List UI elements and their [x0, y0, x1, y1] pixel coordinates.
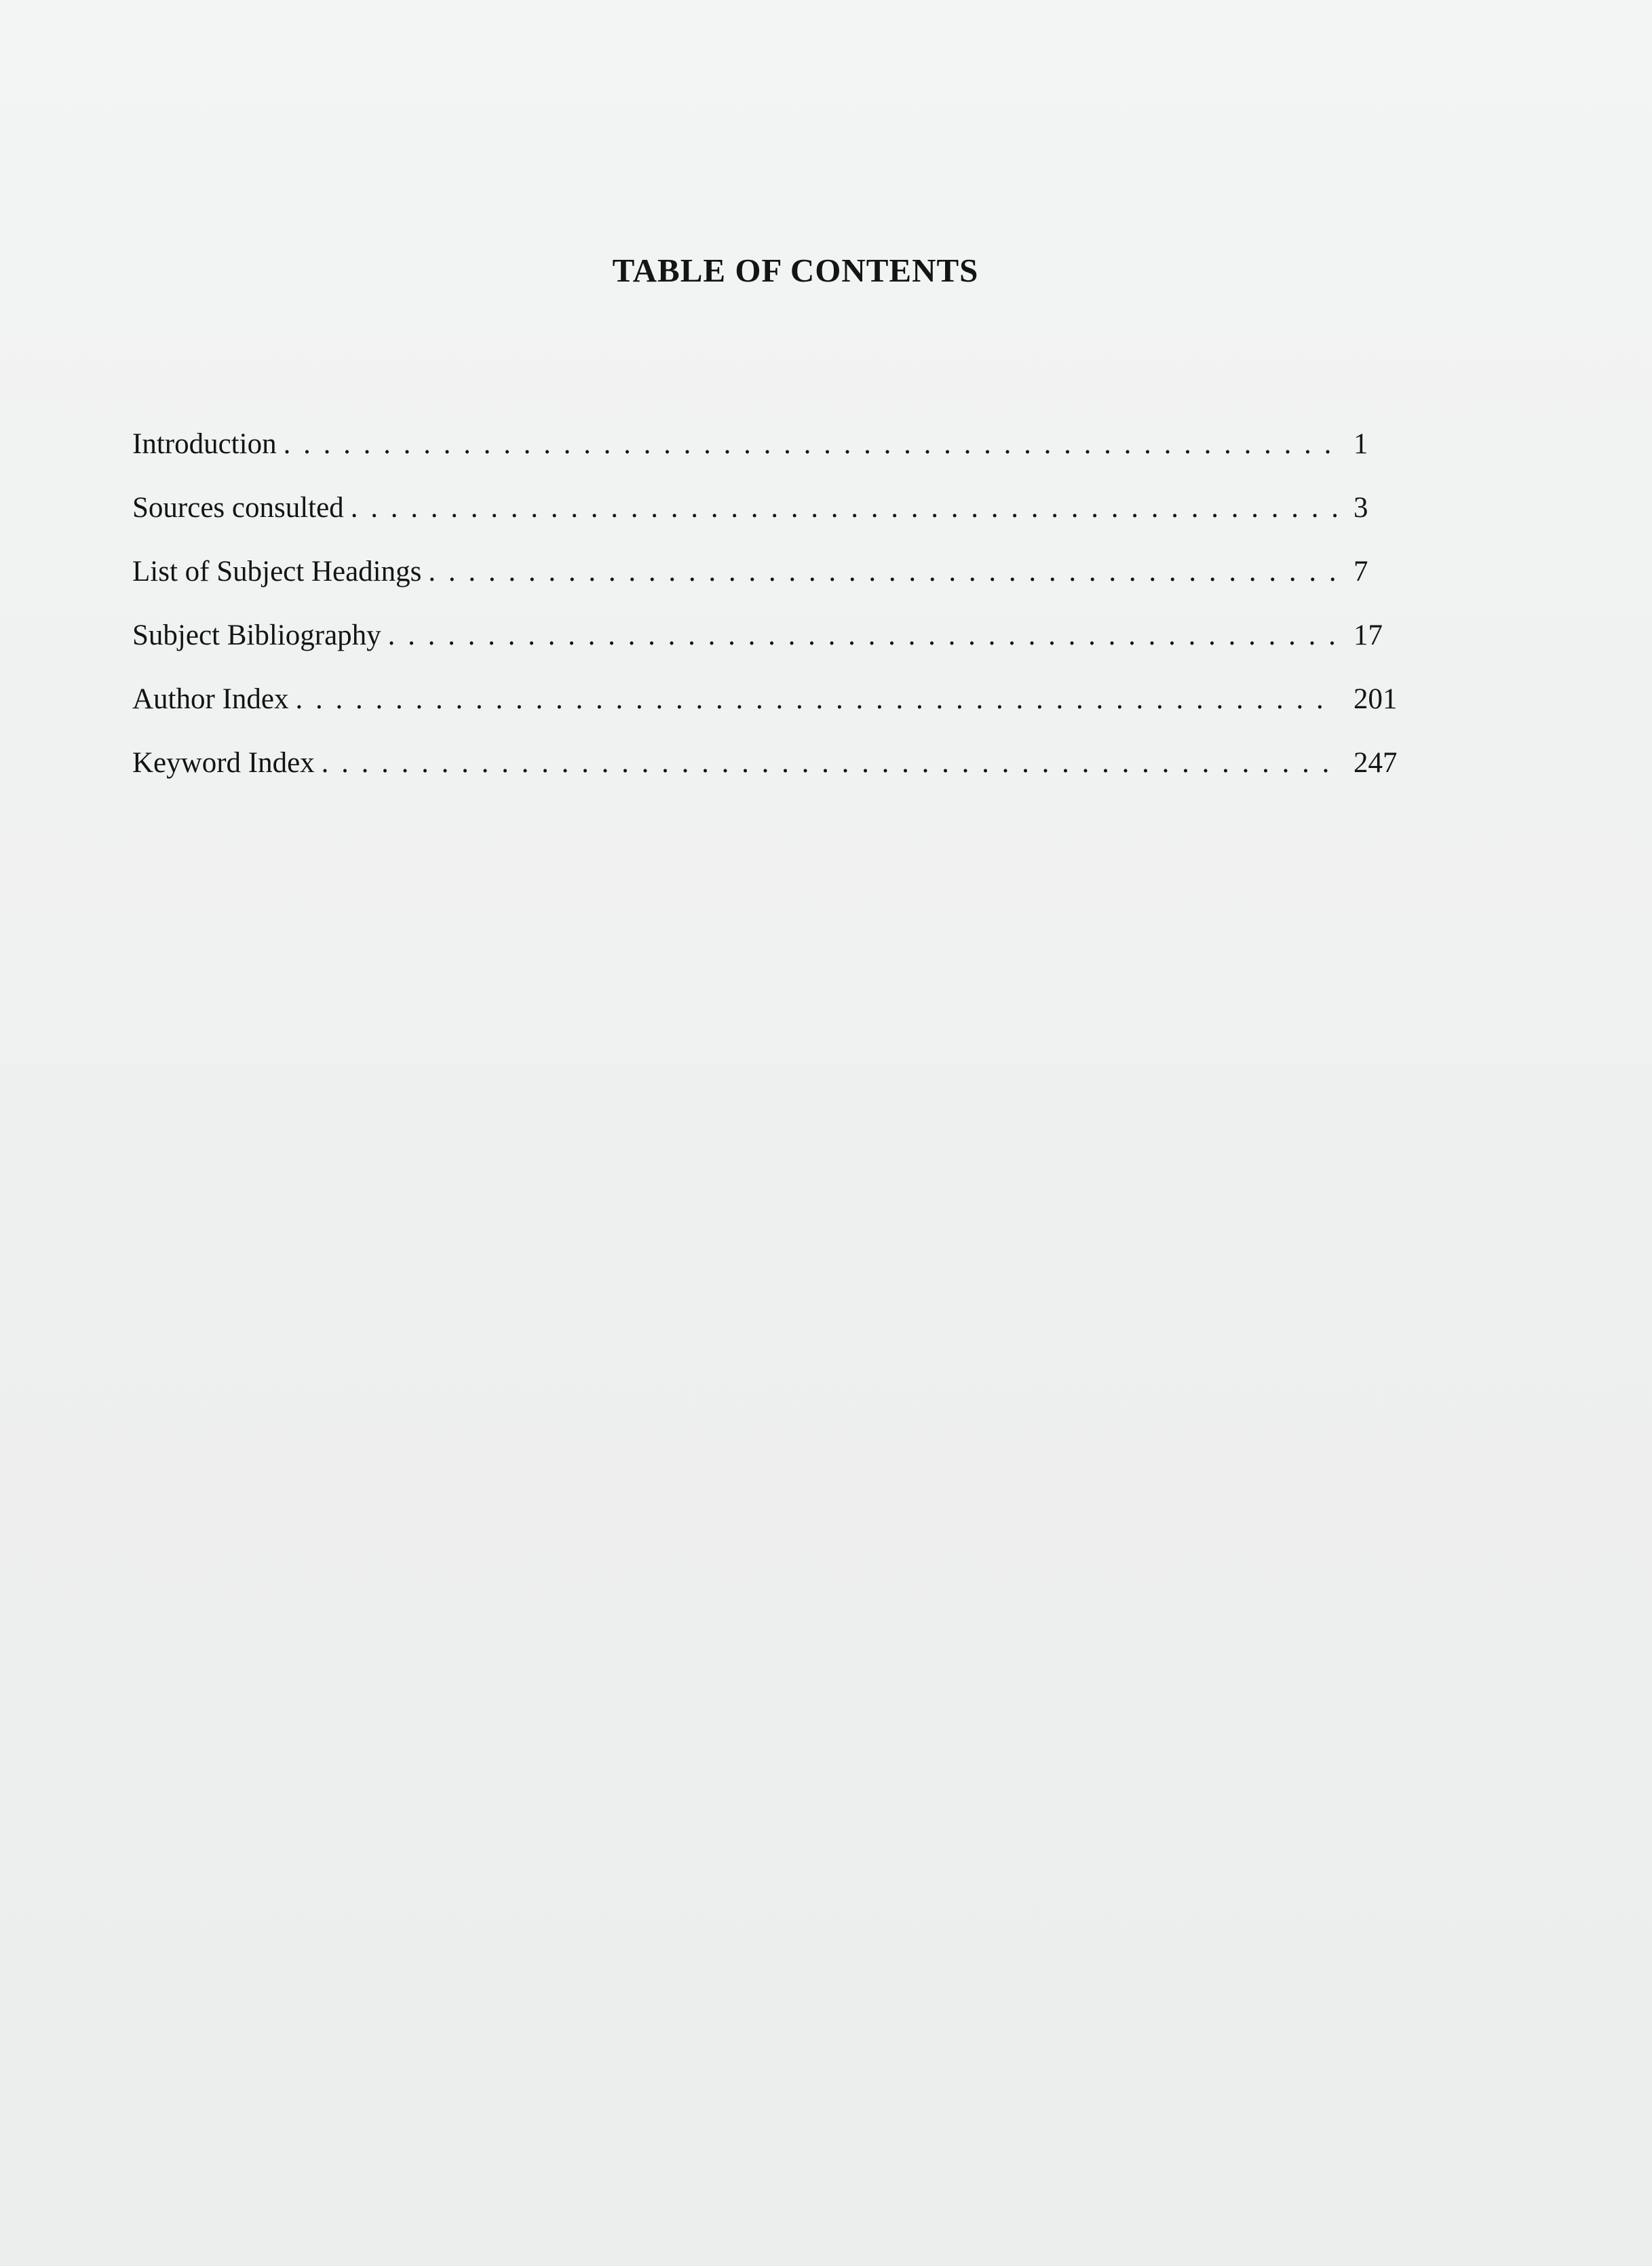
toc-entry-label: Author Index — [132, 683, 289, 715]
toc-entry-page: 7 — [1353, 556, 1368, 588]
toc-entry-page: 17 — [1353, 619, 1383, 651]
dot-leader — [428, 555, 1337, 588]
toc-entry-subject-headings — [132, 555, 1435, 587]
toc-entry-page: 201 — [1353, 683, 1398, 715]
toc-entry-label: Subject Bibliography — [132, 619, 381, 651]
toc-entry-keyword-index — [132, 746, 1435, 778]
dot-leader — [322, 746, 1337, 780]
toc-entry-page: 1 — [1353, 428, 1368, 460]
toc-entry-label: List of Subject Headings — [132, 556, 422, 588]
toc-entry-author-index — [132, 683, 1435, 714]
toc-entry-subject-bibliography — [132, 619, 1435, 651]
dot-leader — [284, 427, 1337, 461]
dot-leader — [295, 683, 1337, 716]
toc-entry-introduction — [132, 427, 1435, 459]
toc-entry-sources-consulted — [132, 491, 1435, 523]
dot-leader — [388, 619, 1337, 652]
toc-entry-label: Introduction — [132, 428, 277, 460]
toc-entry-label: Keyword Index — [132, 747, 315, 779]
toc-entry-label: Sources consulted — [132, 492, 344, 524]
table-of-contents — [132, 427, 1435, 810]
toc-entry-page: 3 — [1353, 492, 1368, 524]
dot-leader — [351, 491, 1337, 524]
page-title: TABLE OF CONTENTS — [612, 252, 979, 289]
toc-entry-page: 247 — [1353, 747, 1398, 779]
